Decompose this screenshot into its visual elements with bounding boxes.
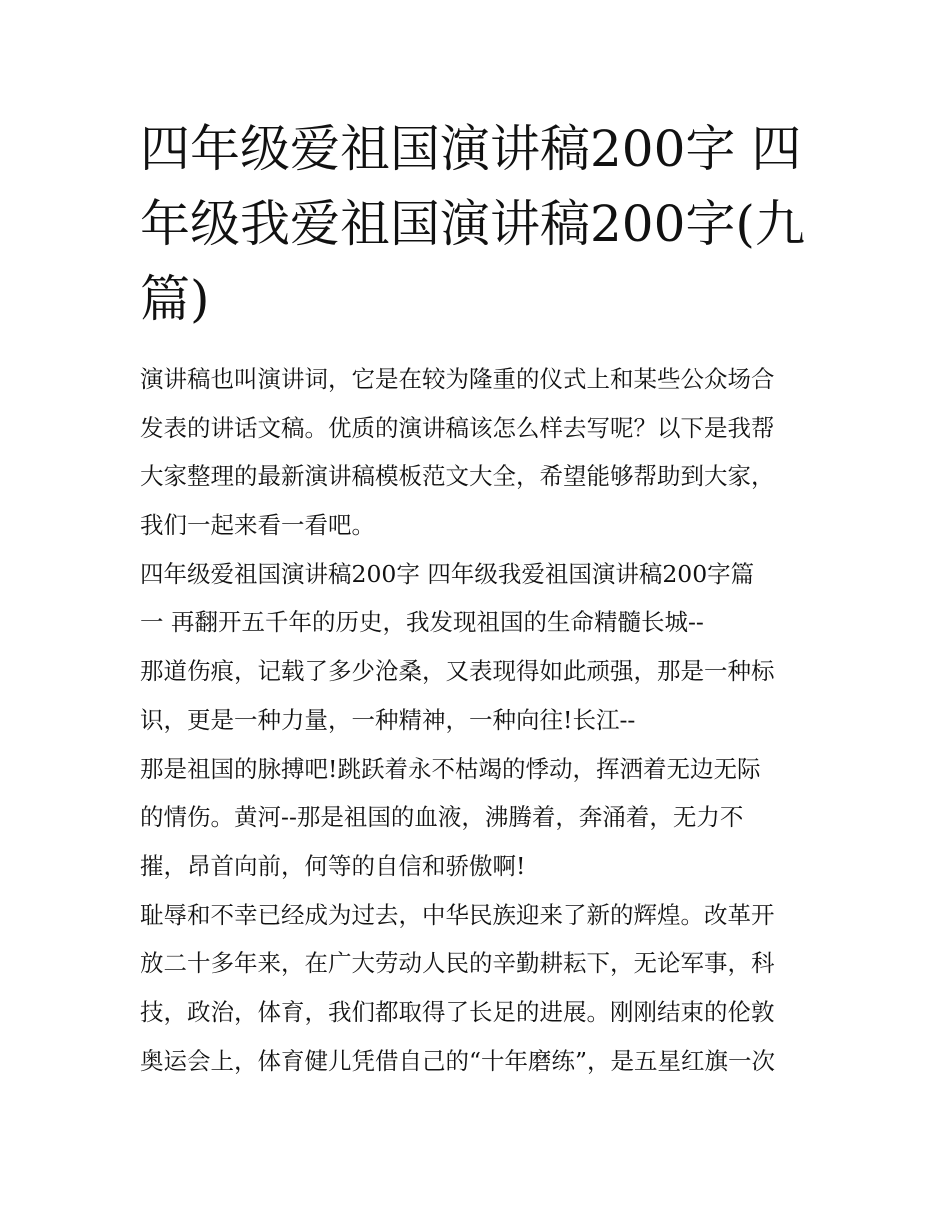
body-line: 四年级爱祖国演讲稿200字 四年级我爱祖国演讲稿200字篇 <box>140 559 755 588</box>
body-line: 摧，昂首向前，何等的自信和骄傲啊! <box>140 851 526 880</box>
body-line: 技，政治，体育，我们都取得了长足的进展。刚刚结束的伦敦 <box>140 997 775 1026</box>
body-line: 放二十多年来，在广大劳动人民的辛勤耕耘下，无论军事，科 <box>140 949 775 978</box>
body-line: 那道伤痕，记载了多少沧桑，又表现得如此顽强，那是一种标 <box>140 657 775 686</box>
body-line: 一 再翻开五千年的历史，我发现祖国的生命精髓长城-- <box>140 608 704 637</box>
body-line: 奥运会上，体育健儿凭借自己的“十年磨练”，是五星红旗一次 <box>140 1046 776 1075</box>
body-line: 的情伤。黄河--那是祖国的血液，沸腾着，奔涌着，无力不 <box>140 803 744 832</box>
body-line: 耻辱和不幸已经成为过去，中华民族迎来了新的辉煌。改革开 <box>140 900 775 929</box>
title-line: 四年级爱祖国演讲稿200字 四 <box>140 120 802 178</box>
body-line: 那是祖国的脉搏吧!跳跃着永不枯竭的悸动，挥洒着无边无际 <box>140 754 761 783</box>
document-title <box>140 112 820 337</box>
title-line: 年级我爱祖国演讲稿200字(九 <box>140 195 805 253</box>
body-line: 演讲稿也叫演讲词，它是在较为隆重的仪式上和某些公众场合 <box>140 365 775 393</box>
body-line: 我们一起来看一看吧。 <box>140 511 375 540</box>
body-line: 识，更是一种力量，一种精神，一种向往!长江-- <box>140 705 636 734</box>
document-body <box>140 355 820 1085</box>
body-line: 发表的讲话文稿。优质的演讲稿该怎么样去写呢？以下是我帮 <box>140 413 775 442</box>
body-line: 大家整理的最新演讲稿模板范文大全，希望能够帮助到大家， <box>140 462 775 491</box>
title-line: 篇) <box>140 270 210 328</box>
